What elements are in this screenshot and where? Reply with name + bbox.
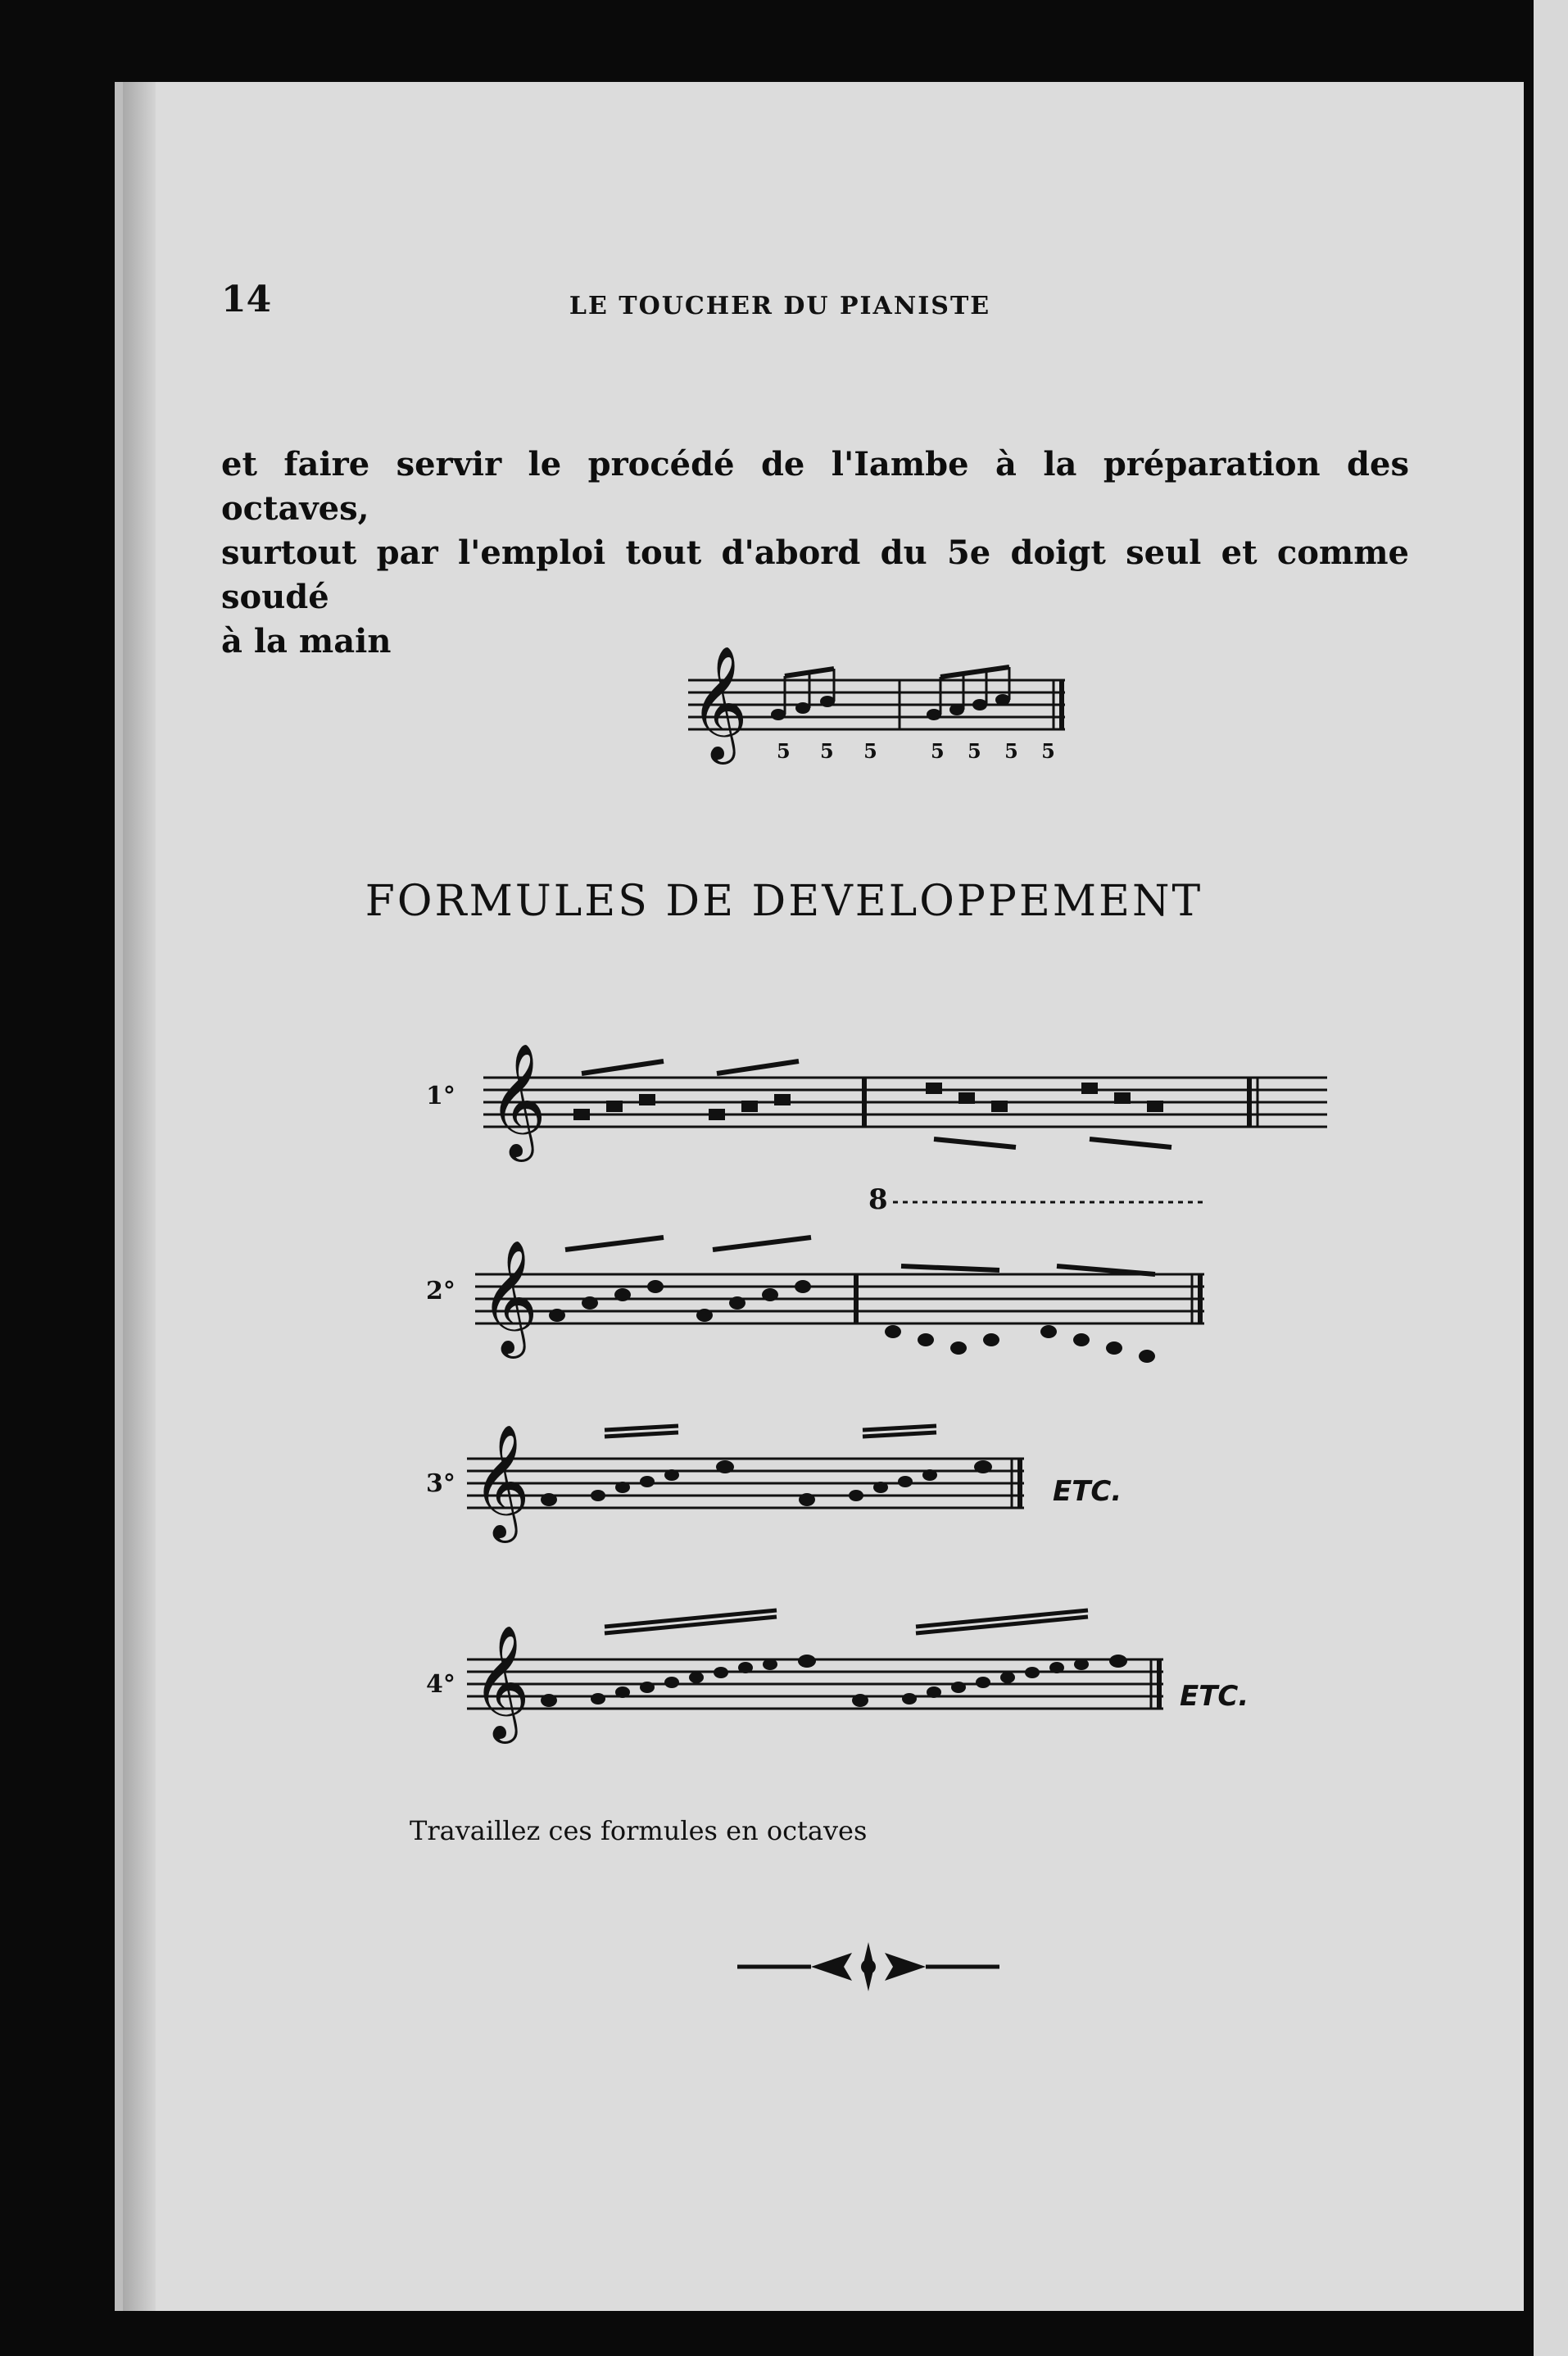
ornament-fleuron: [737, 1938, 999, 1995]
page-edge: [123, 82, 156, 2311]
svg-text:𝄞: 𝄞: [488, 1043, 546, 1157]
svg-text:𝄞: 𝄞: [690, 646, 748, 760]
formula-staff-2: [426, 1184, 1335, 1373]
etc-mark: ETC.: [1053, 1475, 1122, 1508]
formula-label: 1°: [426, 1082, 455, 1110]
etc-mark: ETC.: [1180, 1680, 1249, 1713]
body-line: surtout par l'emploi tout d'abord du 5e doigt seul et comme soudé: [221, 533, 1409, 616]
body-paragraph: [221, 443, 1409, 664]
next-page-edge: [1534, 0, 1568, 2356]
fingering-b: 5 5 5 5: [931, 739, 1063, 763]
example-staff: [688, 639, 1073, 770]
caption: Travaillez ces formules en octaves: [410, 1815, 868, 1846]
ottava-sign: 8: [868, 1183, 888, 1216]
svg-text:𝄞: 𝄞: [480, 1240, 538, 1354]
body-line: et faire servir le procédé de l'Iambe à la préparation des octaves,: [221, 445, 1409, 528]
formula-label: 3°: [426, 1469, 455, 1498]
running-title: LE TOUCHER DU PIANISTE: [569, 292, 991, 320]
formula-label: 2°: [426, 1277, 455, 1305]
formula-label: 4°: [426, 1670, 455, 1699]
formula-staff-1: [426, 1028, 1335, 1168]
page-header: [221, 279, 1339, 328]
formula-staff-4: [426, 1586, 1262, 1758]
page-number: 14: [221, 279, 272, 320]
section-title: FORMULES DE DEVELOPPEMENT: [365, 877, 1203, 926]
svg-text:𝄞: 𝄞: [472, 1625, 530, 1739]
body-line: à la main: [221, 622, 392, 660]
fingering-a: 5 5 5: [777, 739, 889, 763]
svg-text:𝄞: 𝄞: [472, 1424, 530, 1538]
